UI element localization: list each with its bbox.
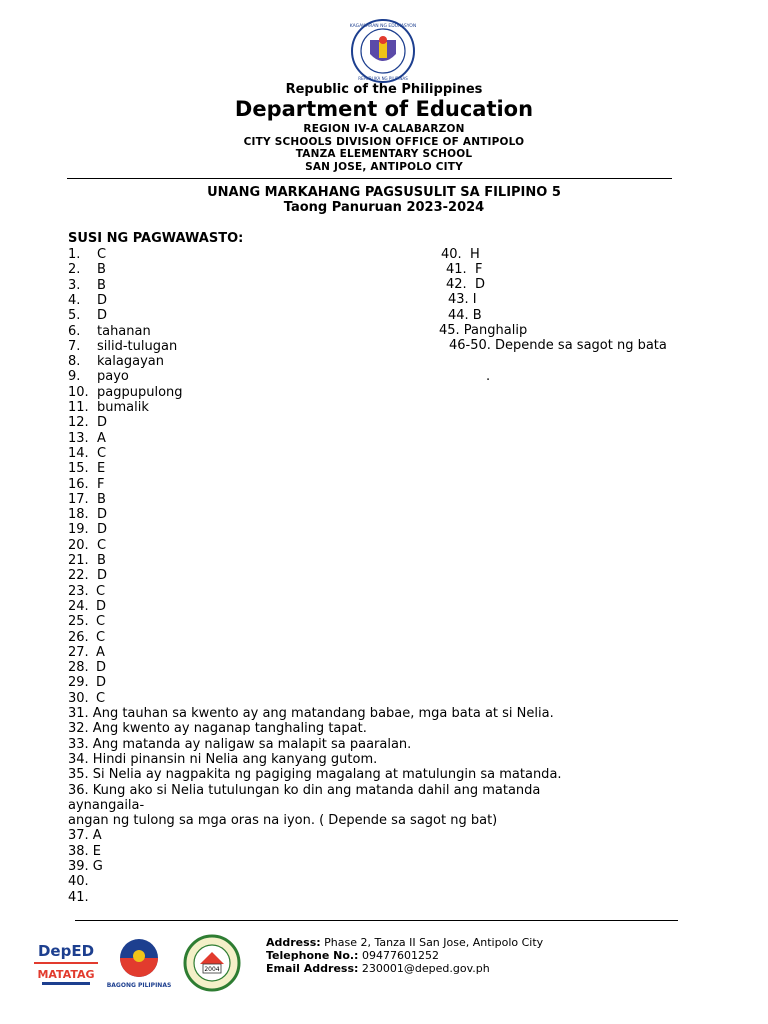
- answer-row: [68, 507, 107, 522]
- answer-number: 27.: [68, 644, 89, 660]
- answer-number: 1.: [68, 247, 81, 262]
- answer-number: 14.: [68, 445, 89, 461]
- answer-value: C: [97, 537, 107, 553]
- answer-row-right: 41. F: [446, 262, 483, 277]
- answer-value: pagpupulong: [97, 384, 183, 400]
- svg-text:BAGONG PILIPINAS: BAGONG PILIPINAS: [107, 982, 171, 989]
- answer-value: C: [96, 614, 106, 630]
- deped-matatag-logo: [34, 936, 98, 990]
- answer-row: [68, 262, 106, 277]
- answer-key-heading: SUSI NG PAGWAWASTO:: [68, 231, 244, 246]
- footer-telephone: Telephone No.: 09477601252: [266, 949, 439, 962]
- answer-number: 18.: [68, 507, 89, 523]
- answer-value: D: [96, 598, 107, 614]
- answer-row-right: 40. H: [441, 247, 480, 262]
- answer-row-long: 32. Ang kwento ay naganap tanghaling tapat.: [68, 721, 367, 737]
- answer-row: [68, 660, 106, 675]
- answer-row: [68, 691, 105, 706]
- region-line: REGION IV-A CALABARZON: [303, 123, 465, 135]
- answer-row-long: aynangaila-: [68, 797, 145, 813]
- footer-email: Email Address: 230001@deped.gov.ph: [266, 962, 490, 975]
- answer-number: 19.: [68, 522, 89, 538]
- answer-number: 26.: [68, 629, 89, 645]
- answer-row: [68, 675, 106, 690]
- answer-row: [68, 431, 106, 446]
- answer-value: C: [96, 583, 106, 599]
- answer-value: A: [97, 430, 106, 446]
- answer-row: [68, 461, 105, 476]
- answer-value: D: [97, 507, 108, 523]
- answer-value: D: [96, 675, 107, 691]
- exam-title: UNANG MARKAHANG PAGSUSULIT SA FILIPINO 5: [207, 185, 561, 200]
- answer-row: [68, 568, 107, 583]
- answer-row: [68, 645, 105, 660]
- department-title: Department of Education: [234, 97, 534, 121]
- answer-row: [68, 308, 107, 323]
- answer-number: 10.: [68, 384, 89, 400]
- answer-value: B: [97, 491, 106, 507]
- answer-value: tahanan: [97, 323, 151, 339]
- answer-value: bumalik: [97, 400, 149, 415]
- svg-text:MATATAG: MATATAG: [37, 968, 95, 981]
- answer-row-long: 38. E: [68, 843, 102, 859]
- answer-row-long: 33. Ang matanda ay naligaw sa malapit sa paaralan.: [68, 736, 412, 752]
- answer-number: 21.: [68, 553, 89, 568]
- answer-row: [68, 278, 106, 293]
- answer-row: [68, 477, 104, 492]
- answer-number: 29.: [68, 675, 89, 691]
- answer-row: [68, 553, 106, 568]
- answer-row: [68, 339, 177, 354]
- answer-value: payo: [97, 369, 129, 385]
- answer-row-long: 36. Kung ako si Nelia tutulungan ko din ang matanda dahil ang matanda: [68, 782, 541, 798]
- answer-number: 8.: [68, 354, 81, 370]
- footer-divider: [75, 920, 678, 921]
- header-divider: [67, 178, 672, 179]
- answer-value: C: [96, 690, 106, 706]
- answer-row: [68, 369, 129, 384]
- answer-value: B: [97, 262, 106, 278]
- answer-number: 25.: [68, 614, 89, 630]
- answer-row: [68, 247, 106, 262]
- deped-seal-logo: [346, 18, 420, 84]
- answer-number: 5.: [68, 308, 81, 324]
- answer-row: [68, 538, 106, 553]
- school-seal-logo: [179, 934, 245, 992]
- answer-value: D: [96, 660, 107, 676]
- answer-row-right: 45. Panghalip: [439, 323, 528, 338]
- answer-row: [68, 614, 105, 629]
- answer-value: D: [97, 415, 108, 431]
- svg-text:DepED: DepED: [37, 942, 95, 960]
- answer-number: 28.: [68, 660, 89, 676]
- answer-number: 13.: [68, 430, 89, 446]
- svg-text:REPUBLIKA NG PILIPINAS: REPUBLIKA NG PILIPINAS: [358, 76, 408, 81]
- answer-row-long: 31. Ang tauhan sa kwento ay ang matandang babae, mga bata at si Nelia.: [68, 706, 554, 721]
- division-line: CITY SCHOOLS DIVISION OFFICE OF ANTIPOLO: [243, 136, 525, 148]
- school-year: Taong Panuruan 2023-2024: [283, 200, 485, 215]
- school-line: TANZA ELEMENTARY SCHOOL: [295, 148, 473, 160]
- answer-row: [68, 415, 107, 430]
- answer-number: 9.: [68, 369, 81, 385]
- answer-value: silid-tulugan: [97, 338, 178, 354]
- svg-text:2004: 2004: [204, 966, 220, 973]
- answer-row: [68, 324, 151, 339]
- answer-value: D: [97, 308, 108, 324]
- answer-row-right: 43. I: [448, 292, 477, 307]
- answer-number: 30.: [68, 690, 89, 706]
- answer-row-long: 34. Hindi pinansin ni Nelia ang kanyang gutom.: [68, 751, 378, 767]
- answer-row: [68, 446, 106, 461]
- answer-number: 7.: [68, 338, 81, 354]
- answer-row: [68, 492, 106, 507]
- answer-value: E: [97, 461, 106, 477]
- answer-row: [68, 599, 106, 614]
- answer-row-right: 44. B: [448, 308, 482, 323]
- answer-row: [68, 584, 105, 599]
- bagong-pilipinas-logo: [107, 936, 171, 990]
- answer-number: 17.: [68, 491, 89, 507]
- answer-number: 24.: [68, 598, 89, 614]
- answer-row-long: 40.: [68, 874, 89, 890]
- answer-row-long: angan ng tulong sa mga oras na iyon. ( Depende sa sagot ng bat): [68, 813, 498, 829]
- answer-number: 3.: [68, 277, 81, 293]
- answer-row: [68, 385, 183, 400]
- answer-row-long: 37. A: [68, 828, 102, 844]
- answer-row-right: 42. D: [446, 277, 485, 292]
- answer-row-long: 39. G: [68, 859, 103, 874]
- answer-number: 16.: [68, 476, 89, 492]
- answer-row: [68, 400, 149, 415]
- answer-number: 11.: [68, 400, 89, 415]
- answer-row-right: .: [486, 369, 491, 384]
- answer-value: D: [97, 292, 108, 308]
- answer-number: 22.: [68, 568, 89, 584]
- republic-line: Republic of the Philippines: [285, 82, 483, 97]
- answer-value: C: [96, 629, 106, 645]
- answer-row: [68, 293, 107, 308]
- answer-row-long: 35. Si Nelia ay nagpakita ng pagiging magalang at matulungin sa matanda.: [68, 767, 562, 783]
- answer-number: 12.: [68, 415, 89, 431]
- answer-value: D: [97, 568, 108, 584]
- answer-row: [68, 522, 107, 537]
- answer-number: 6.: [68, 323, 81, 339]
- answer-number: 2.: [68, 262, 81, 278]
- answer-value: A: [96, 644, 105, 660]
- address-line: SAN JOSE, ANTIPOLO CITY: [305, 161, 463, 173]
- answer-value: kalagayan: [97, 354, 164, 370]
- answer-number: 20.: [68, 537, 89, 553]
- answer-number: 4.: [68, 292, 81, 308]
- answer-row-right: 46-50. Depende sa sagot ng bata: [449, 338, 667, 353]
- answer-value: C: [97, 247, 107, 262]
- answer-row: [68, 630, 105, 645]
- answer-value: C: [97, 445, 107, 461]
- answer-number: 15.: [68, 461, 89, 477]
- answer-value: F: [97, 476, 105, 492]
- footer-address: Address: Phase 2, Tanza II San Jose, Antipolo City: [266, 936, 544, 949]
- answer-value: D: [97, 522, 108, 538]
- answer-number: 23.: [68, 583, 89, 599]
- answer-value: B: [97, 553, 106, 568]
- answer-row-long: 41.: [68, 889, 89, 905]
- svg-text:KAGAWARAN NG EDUKASYON: KAGAWARAN NG EDUKASYON: [349, 24, 417, 29]
- answer-value: B: [97, 277, 106, 293]
- answer-row: [68, 354, 164, 369]
